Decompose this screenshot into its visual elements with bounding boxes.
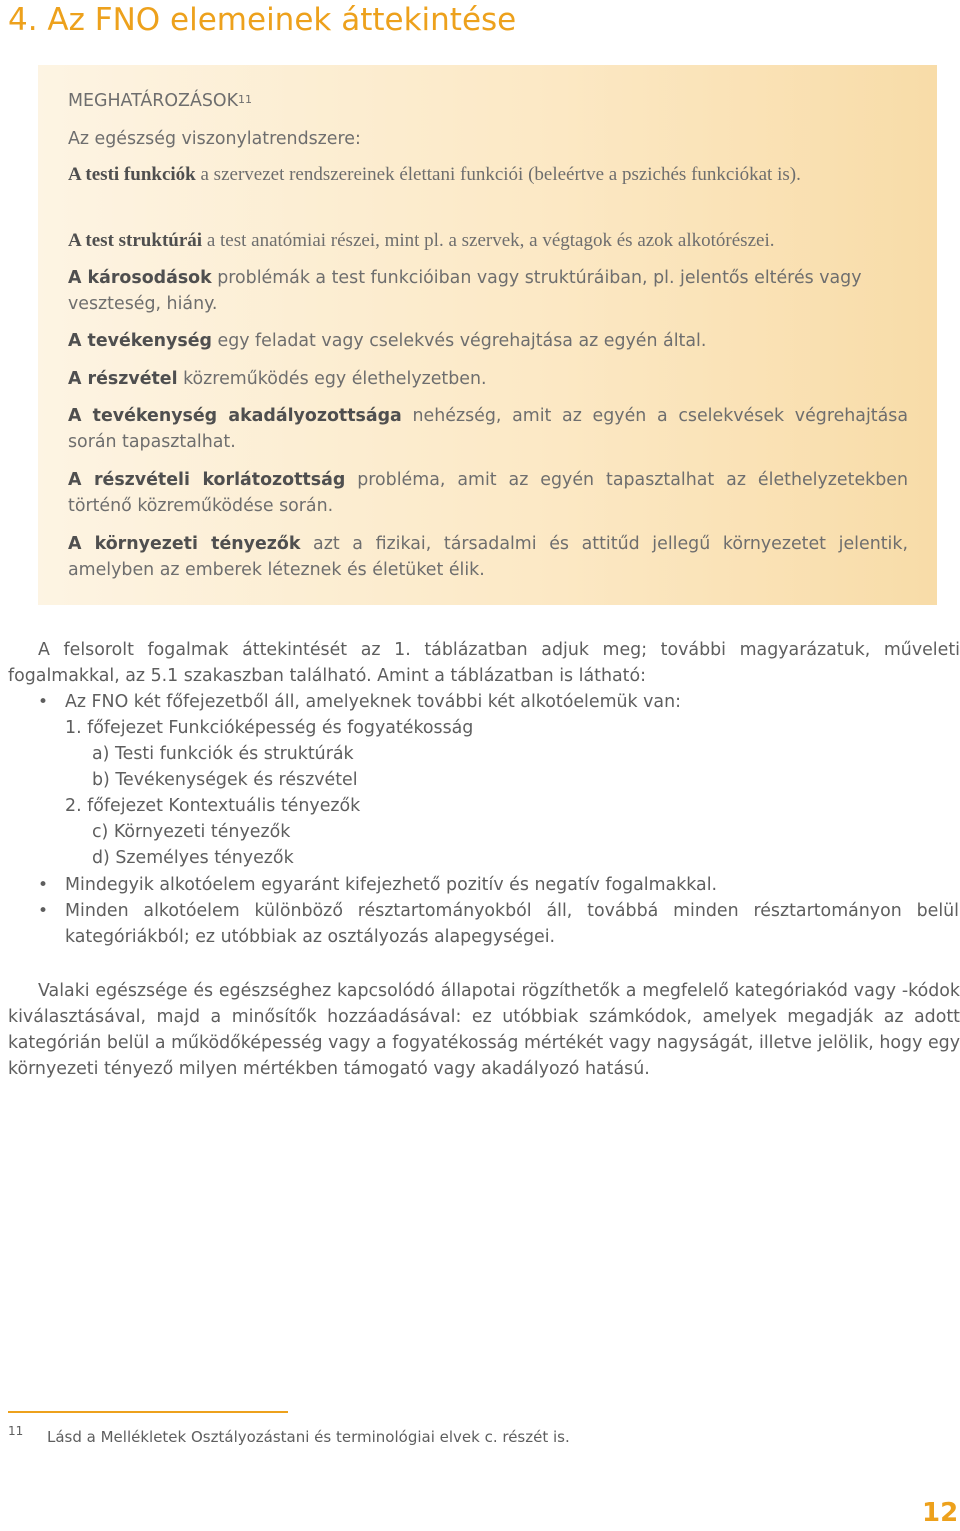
chapter-item: 1. főfejezet Funkcióképesség és fogyatékosság xyxy=(65,718,474,738)
definition-item: A környezeti tényezők azt a fizikai, társadalmi és attitűd jellegű környezetet jelentik, amelyben az emberek léteznek és életüket élik. xyxy=(68,534,908,580)
footnote-number: 11 xyxy=(8,1424,24,1438)
bullet-marker: • xyxy=(38,692,49,712)
component-item: a) Testi funkciók és struktúrák xyxy=(92,744,354,764)
definition-item: A tevékenység akadályozottsága nehézség, amit az egyén a cselekvések végrehajtása során tapasztalhat. xyxy=(68,406,908,452)
closing-paragraph: Valaki egészsége és egészséghez kapcsolódó állapotai rögzíthetők a megfelelő kategóriakód vagy -kódok kiválasztásával, majd a minősítők hozzáadásával: ez utóbbiak számkódok, amelyek megadják az adott kategórián belül a működőképesség vagy a fogyatékosság mértékét vagy nagyságát, illetve jelölik, hogy egy környezeti tényező milyen mértékben támogató vagy akadályozó hatású. xyxy=(8,981,960,1079)
chapter-item: 2. főfejezet Kontextuális tényezők xyxy=(65,796,361,816)
definitions-subtitle: Az egészség viszonylatrendszere: xyxy=(68,129,361,149)
bullet-marker: • xyxy=(38,875,49,895)
bullet-item: Az FNO két főfejezetből áll, amelyeknek további két alkotóelemük van: xyxy=(65,692,681,712)
component-item: d) Személyes tényezők xyxy=(92,848,294,868)
definition-item: A részvételi korlátozottság probléma, amit az egyén tapasztalhat az élethelyzetekben történő közreműködése során. xyxy=(68,470,908,516)
bullet-marker: • xyxy=(38,901,49,921)
bullet-item: Minden alkotóelem különböző résztartományokból áll, továbbá minden résztartományon belül kategóriákból; ez utóbbiak az osztályozás alapegységei. xyxy=(65,901,959,947)
page-number: 12 xyxy=(922,1498,959,1528)
definition-item: A károsodások problémák a test funkcióiban vagy struktúráiban, pl. jelentős eltérés vagy veszteség, hiány. xyxy=(68,268,862,314)
definition-item: A test struktúrái a test anatómiai részei, mint pl. a szervek, a végtagok és azok alkotórészei. xyxy=(68,230,775,251)
intro-paragraph: A felsorolt fogalmak áttekintését az 1. táblázatban adjuk meg; további magyarázatuk, műveleti fogalmakkal, az 5.1 szakaszban található. Amint a táblázatban is látható: xyxy=(8,640,960,686)
definitions-label: MEGHATÁROZÁSOK$^{11}$ xyxy=(68,91,252,111)
footnote-text: Lásd a Mellékletek Osztályozástani és terminológiai elvek c. részét is. xyxy=(47,1428,570,1446)
footnote-divider xyxy=(8,1411,288,1413)
bullet-item: Mindegyik alkotóelem egyaránt kifejezhető pozitív és negatív fogalmakkal. xyxy=(65,875,718,895)
definition-item: A testi funkciók a szervezet rendszereinek élettani funkciói (beleértve a pszichés funkciókat is). xyxy=(68,164,801,185)
page-title: 4. Az FNO elemeinek áttekintése xyxy=(8,2,517,38)
footnote-ref: 11 xyxy=(237,93,252,106)
component-item: c) Környezeti tényezők xyxy=(92,822,291,842)
definition-item: A részvétel közreműködés egy élethelyzetben. xyxy=(68,369,487,389)
definition-item: A tevékenység egy feladat vagy cselekvés végrehajtása az egyén által. xyxy=(68,331,707,351)
component-item: b) Tevékenységek és részvétel xyxy=(92,770,358,790)
